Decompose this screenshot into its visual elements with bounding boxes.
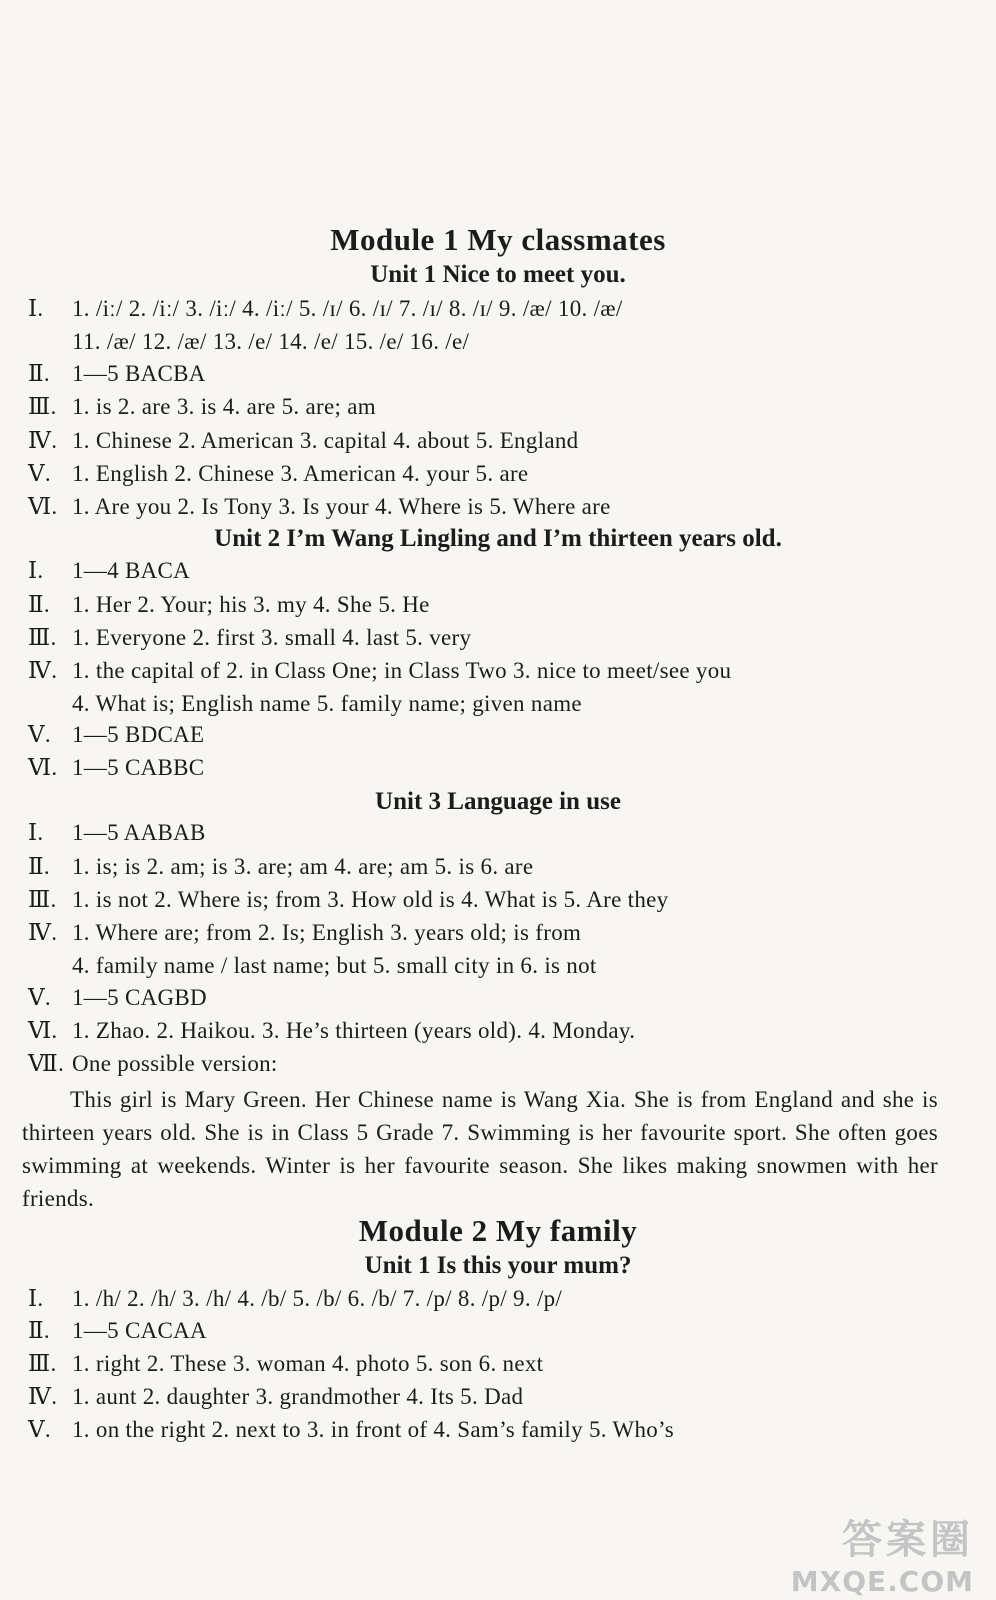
answer-line: Ⅴ. 1—5 BDCAE bbox=[28, 722, 205, 747]
watermark-top: 答案圈 bbox=[842, 1517, 974, 1563]
answer-line: Ⅰ. 1. /iː/ 2. /iː/ 3. /iː/ 4. /iː/ 5. /ɪ/ 6. /ɪ/ 7. /ɪ/ 8. /ɪ/ 9. /æ/ 10. /æ/ bbox=[28, 296, 623, 321]
watermark-logo bbox=[791, 1508, 974, 1598]
answer-line: Ⅰ. 1—4 BACA bbox=[28, 558, 191, 583]
answer-line: 4. What is; English name 5. family name; given name bbox=[72, 691, 582, 716]
module2-unit1-title: Unit 1 Is this your mum? bbox=[364, 1252, 632, 1279]
answer-line: Ⅵ. 1—5 CABBC bbox=[28, 755, 205, 780]
module1-title: Module 1 My classmates bbox=[330, 222, 666, 257]
answer-line: Ⅲ. 1. right 2. These 3. woman 4. photo 5. son 6. next bbox=[28, 1351, 544, 1376]
answer-line: Ⅴ. 1. English 2. Chinese 3. American 4. your 5. are bbox=[28, 461, 529, 486]
module2-title: Module 2 My family bbox=[358, 1213, 638, 1248]
answer-line: Ⅱ. 1. Her 2. Your; his 3. my 4. She 5. He bbox=[28, 592, 430, 617]
answer-line: Ⅲ. 1. is 2. are 3. is 4. are 5. are; am bbox=[28, 394, 376, 419]
module1-unit1-title: Unit 1 Nice to meet you. bbox=[370, 261, 626, 288]
answer-line: Ⅴ. 1. on the right 2. next to 3. in front of 4. Sam’s family 5. Who’s bbox=[28, 1417, 674, 1442]
answer-line: Ⅱ. 1—5 BACBA bbox=[28, 361, 206, 386]
module1-unit3-title: Unit 3 Language in use bbox=[375, 788, 621, 815]
answer-line: Ⅵ. 1. Zhao. 2. Haikou. 3. He’s thirteen (years old). 4. Monday. bbox=[28, 1018, 636, 1043]
answer-line: Ⅲ. 1. Everyone 2. first 3. small 4. last 5. very bbox=[28, 625, 472, 650]
answer-line: 11. /æ/ 12. /æ/ 13. /e/ 14. /e/ 15. /e/ 16. /e/ bbox=[72, 329, 470, 354]
answer-line: Ⅳ. 1. aunt 2. daughter 3. grandmother 4. Its 5. Dad bbox=[28, 1384, 524, 1409]
answer-line: Ⅰ. 1. /h/ 2. /h/ 3. /h/ 4. /b/ 5. /b/ 6. /b/ 7. /p/ 8. /p/ 9. /p/ bbox=[28, 1286, 563, 1311]
answer-line: Ⅳ. 1. Chinese 2. American 3. capital 4. about 5. England bbox=[28, 428, 579, 453]
answer-line: Ⅱ. 1—5 CACAA bbox=[28, 1318, 207, 1343]
module1-unit2-title: Unit 2 I’m Wang Lingling and I’m thirteen years old. bbox=[214, 525, 782, 552]
answer-line: Ⅳ. 1. the capital of 2. in Class One; in Class Two 3. nice to meet/see you bbox=[28, 658, 732, 683]
answer-line: Ⅳ. 1. Where are; from 2. Is; English 3. years old; is from bbox=[28, 920, 582, 945]
answer-line: Ⅲ. 1. is not 2. Where is; from 3. How old is 4. What is 5. Are they bbox=[28, 887, 669, 912]
answer-line: Ⅶ. One possible version: bbox=[28, 1051, 278, 1076]
answer-line: Ⅴ. 1—5 CAGBD bbox=[28, 985, 207, 1010]
answer-line: Ⅵ. 1. Are you 2. Is Tony 3. Is your 4. Where is 5. Where are bbox=[28, 494, 611, 519]
answer-line: Ⅱ. 1. is; is 2. am; is 3. are; am 4. are; am 5. is 6. are bbox=[28, 854, 534, 879]
answer-line: Ⅰ. 1—5 AABAB bbox=[28, 820, 206, 845]
watermark-bottom: MXQE.COM bbox=[790, 1565, 974, 1598]
sample-essay: This girl is Mary Green. Her Chinese name is Wang Xia. She is from England and she is thirteen years old. She is in Class 5 Grade 7. Swimming is her favourite sport. She often goes swimming at weekends. Winter is her favourite season. She likes making snowmen with her friends. bbox=[22, 1087, 938, 1211]
answer-line: 4. family name / last name; but 5. small city in 6. is not bbox=[72, 953, 597, 978]
